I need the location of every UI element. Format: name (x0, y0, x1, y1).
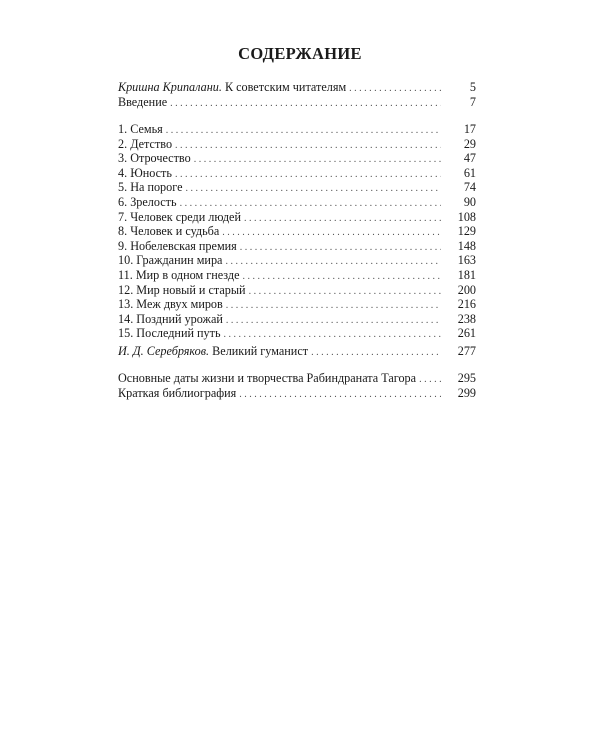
toc-page-number: 5 (469, 80, 476, 94)
dot-leader (194, 153, 441, 168)
toc-page-number: 216 (457, 297, 476, 312)
toc-page-number: 90 (463, 194, 476, 209)
toc-entry-label (118, 80, 346, 95)
toc-entry (118, 239, 476, 254)
toc-entry (118, 268, 476, 283)
dot-leader (170, 97, 441, 112)
toc-entry (118, 80, 476, 95)
toc-entry-title: 6. Зрелость (118, 194, 177, 209)
toc-page-number: 181 (457, 267, 476, 282)
toc-entry-title: 8. Человек и судьба (118, 224, 220, 239)
toc-entry-label (118, 344, 308, 359)
toc-entry (118, 151, 476, 166)
toc-entry-title: 5. На пороге (118, 180, 183, 195)
toc-page-number: 261 (457, 326, 476, 341)
toc-entry-title: Основные даты жизни и творчества Рабиндраната Тагора (118, 371, 417, 385)
toc-entry (118, 95, 476, 110)
toc-entry (118, 224, 476, 239)
toc-group-appendix (118, 371, 476, 400)
toc-entry (118, 344, 476, 359)
toc-entry-title: 15. Последний путь (118, 326, 221, 341)
toc-entry (118, 122, 476, 137)
toc-entry-title: 4. Юность (118, 165, 172, 180)
toc-page-number: 17 (463, 122, 476, 136)
toc-entry (118, 180, 476, 195)
toc-entry (118, 210, 476, 225)
toc-page-number: 148 (457, 238, 476, 253)
toc-entry (118, 195, 476, 210)
toc-page-number: 163 (457, 253, 476, 268)
toc-entry (118, 137, 476, 152)
toc-entry-title: Великий гуманист (209, 344, 309, 358)
toc-entry-title: 2. Детство (118, 136, 173, 151)
dot-leader (226, 314, 441, 329)
toc-entry (118, 312, 476, 327)
toc-entry (118, 253, 476, 268)
toc-entry-title: Введение (118, 94, 168, 109)
dot-leader (175, 139, 441, 154)
toc-entry (118, 166, 476, 181)
toc-page-number: 47 (463, 151, 476, 166)
dot-leader (244, 212, 441, 227)
toc-page-number: 299 (457, 385, 476, 400)
toc-page-number: 238 (457, 311, 476, 326)
toc-group-afterword (118, 344, 476, 359)
toc-entry-title: 1. Семья (118, 122, 163, 136)
toc-entry-title: 3. Отрочество (118, 151, 191, 166)
toc-group-chapters (118, 122, 476, 341)
toc-entry-title: 10. Гражданин мира (118, 253, 223, 268)
dot-leader (225, 255, 441, 270)
dot-leader (175, 168, 441, 183)
toc-entry-title: 12. Мир новый и старый (118, 282, 246, 297)
dot-leader (349, 82, 441, 97)
toc-group-intro (118, 80, 476, 109)
dot-leader (166, 124, 441, 139)
toc-entry (118, 326, 476, 341)
dot-leader (311, 346, 441, 361)
toc-entry (118, 386, 476, 401)
toc-entry (118, 371, 476, 386)
toc-page-number: 61 (463, 165, 476, 180)
dot-leader (243, 270, 442, 285)
toc-page-number: 200 (457, 282, 476, 297)
toc-entry-title: К советским читателям (221, 80, 347, 94)
toc-entry (118, 297, 476, 312)
toc-page-number: 108 (457, 209, 476, 224)
toc-entry-author: Кришна Крипалани. (118, 80, 222, 94)
dot-leader (224, 328, 441, 343)
dot-leader (419, 373, 441, 388)
toc-entry-title: 14. Поздний урожай (118, 311, 223, 326)
dot-leader (186, 182, 442, 197)
toc-page-number: 277 (457, 344, 476, 358)
page-title: СОДЕРЖАНИЕ (238, 44, 362, 63)
dot-leader (249, 285, 441, 300)
toc-entry-title: 9. Нобелевская премия (118, 238, 237, 253)
toc-entry-title: 11. Мир в одном гнезде (118, 267, 240, 282)
toc-page-number: 29 (463, 136, 476, 151)
toc-entry-title: 13. Меж двух миров (118, 297, 223, 312)
dot-leader (226, 299, 441, 314)
toc-entry-author: И. Д. Серебряков. (118, 344, 210, 358)
toc-page-number: 7 (469, 94, 476, 109)
dot-leader (240, 241, 441, 256)
dot-leader (222, 226, 441, 241)
toc-page-number: 74 (463, 180, 476, 195)
toc-page-number: 295 (457, 371, 476, 385)
toc-entry (118, 283, 476, 298)
toc-entry-title: Краткая библиография (118, 385, 237, 400)
dot-leader (239, 388, 441, 403)
toc-entry-title: 7. Человек среди людей (118, 209, 241, 224)
toc-page-number: 129 (457, 224, 476, 239)
